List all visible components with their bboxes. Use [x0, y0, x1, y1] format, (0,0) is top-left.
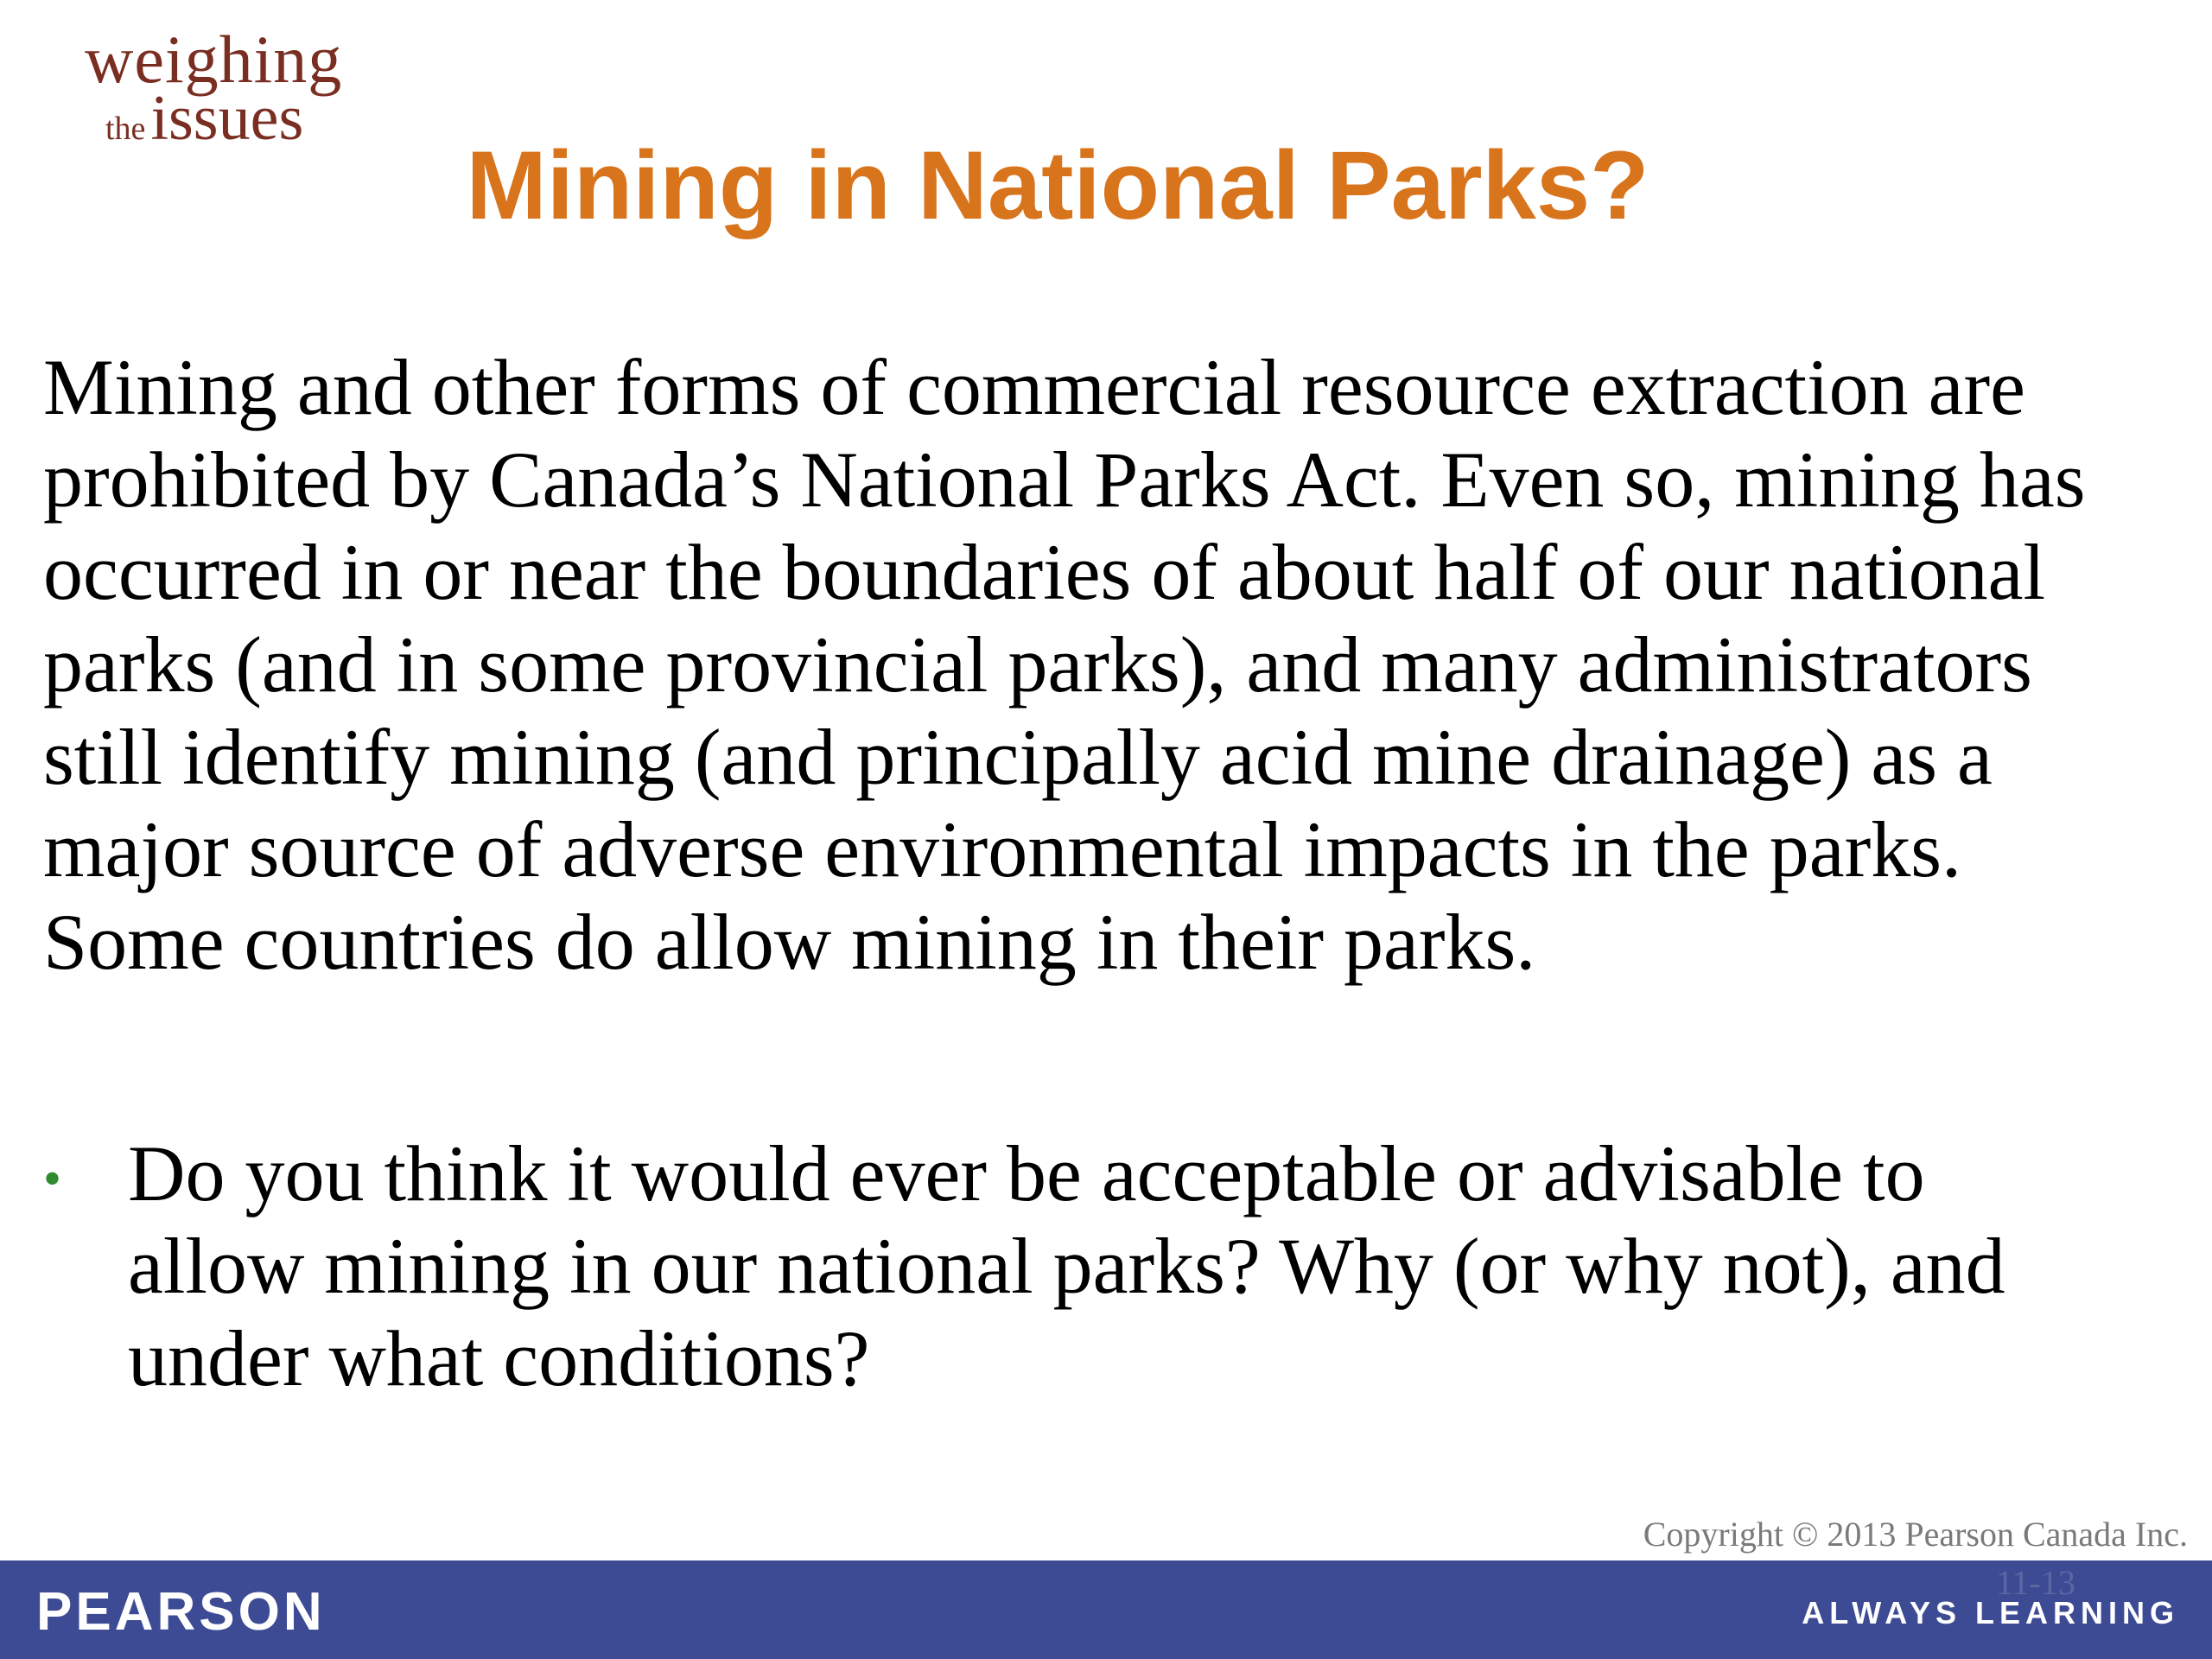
slide-title: Mining in National Parks? — [466, 131, 1649, 239]
discussion-question-text: Do you think it would ever be acceptable or advisable to allow mining in our national parks? Why (or why not), and under what conditions? — [128, 1129, 2005, 1402]
discussion-question-bullet — [43, 1128, 2117, 1405]
bullet-dot-icon: • — [43, 1150, 62, 1207]
always-learning-tagline: ALWAYS LEARNING — [1802, 1595, 2179, 1630]
pearson-logo: PEARSON — [36, 1582, 326, 1642]
logo-the-text: the — [105, 111, 146, 147]
logo-weighing-text: weighing — [85, 22, 343, 97]
copyright-notice: Copyright © 2013 Pearson Canada Inc. — [1643, 1515, 2188, 1554]
logo-issues-text: issues — [150, 83, 304, 154]
slide-number: 11-13 — [1996, 1563, 2075, 1602]
slide-body-paragraph: Mining and other forms of commercial resource extraction are prohibited by Canada’s National Parks Act. Even so, mining has occurred in or near the boundaries of about half of our national parks (and in some provincial parks), and many administrators still identify mining (and principally acid mine drainage) as a major source of adverse environmental impacts in the parks. Some countries do allow mining in their parks. — [43, 343, 2086, 986]
